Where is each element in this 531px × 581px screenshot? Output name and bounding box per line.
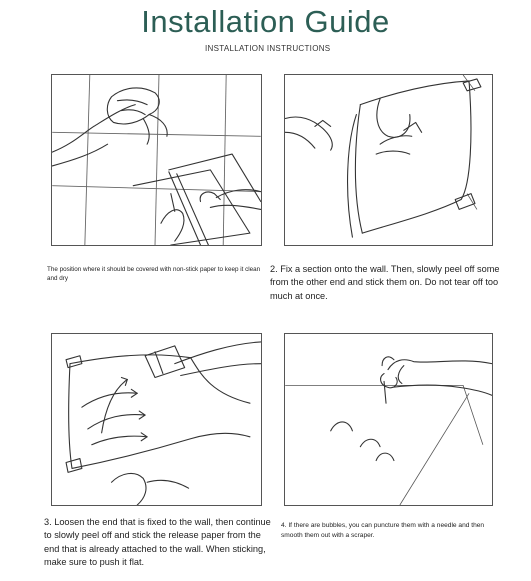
hand-with-needle-drawing <box>381 357 492 403</box>
bubbles-drawing <box>331 422 394 461</box>
hands-drawing <box>112 342 261 505</box>
smoothing-arrows-drawing <box>82 377 147 444</box>
paper-sheet-drawing <box>133 154 261 245</box>
wallpaper-sheet-drawing <box>348 75 477 237</box>
step-4-caption: 4. If there are bubbles, you can puncture them with a needle and then smooth them out with a scraper. <box>281 522 485 539</box>
hand-with-cloth-drawing <box>52 88 167 166</box>
hands-peeling-drawing <box>285 117 421 154</box>
wallpaper-sheet-drawing <box>69 355 250 469</box>
step-1-caption: The position where it should be covered with non-stick paper to keep it clean and dry <box>47 266 261 283</box>
step-3-illustration <box>51 333 262 506</box>
tape-pieces-drawing <box>455 79 481 209</box>
step-4-illustration <box>284 333 493 506</box>
step-2-illustration <box>284 74 493 246</box>
tile-grid <box>52 75 261 245</box>
step-1-illustration <box>51 74 262 246</box>
page-subtitle: INSTALLATION INSTRUCTIONS <box>205 44 331 53</box>
wall-corner-drawing <box>285 385 483 505</box>
step-3-caption: 3. Loosen the end that is fixed to the wall, then continue to slowly peel off and stick the release paper from the end that is already attached to the wall. When sticking, make sure to push it flat. <box>44 517 271 568</box>
page-title: Installation Guide <box>141 4 390 39</box>
step-2-caption: 2. Fix a section onto the wall. Then, slowly peel off some from the other end and stick them on. Do not tear off too much at once. <box>270 264 500 301</box>
